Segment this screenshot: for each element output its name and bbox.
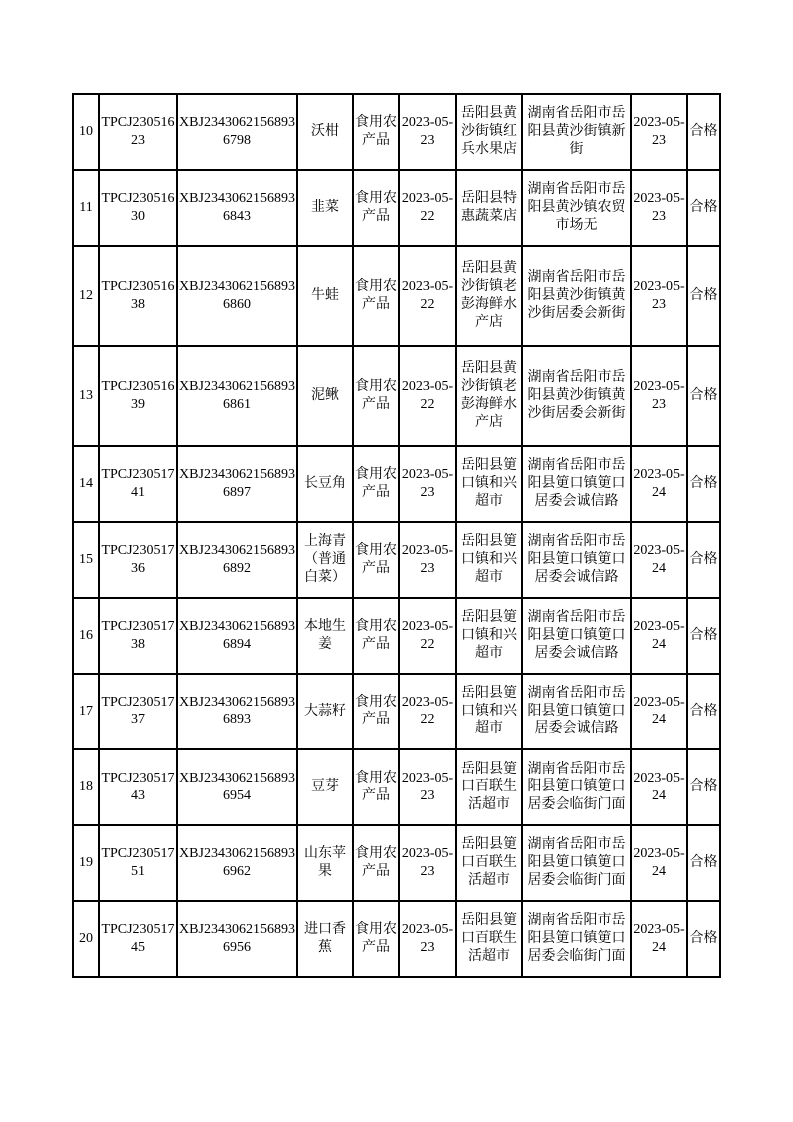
sampled-unit-name: 岳阳县筻口百联生活超市 (456, 749, 522, 825)
report-code: XBJ23430621568936893 (177, 674, 297, 750)
sampled-unit-name: 岳阳县黄沙街镇老彭海鲜水产店 (456, 346, 522, 446)
table-row (73, 901, 720, 977)
sampled-unit-address: 湖南省岳阳市岳阳县筻口镇筻口居委会临街门面 (522, 749, 631, 825)
product-category: 食用农产品 (353, 749, 399, 825)
product-name: 进口香蕉 (297, 901, 353, 977)
report-date: 2023-05-24 (631, 749, 687, 825)
inspection-result: 合格 (687, 522, 720, 598)
product-category: 食用农产品 (353, 346, 399, 446)
product-category: 食用农产品 (353, 170, 399, 246)
table-row (73, 346, 720, 446)
table-body (73, 94, 720, 977)
report-code: XBJ23430621568936962 (177, 825, 297, 901)
sampled-unit-address: 湖南省岳阳市岳阳县黄沙街镇黄沙街居委会新街 (522, 346, 631, 446)
inspection-result: 合格 (687, 901, 720, 977)
inspection-result: 合格 (687, 446, 720, 522)
row-number: 12 (73, 246, 99, 346)
product-name: 大蒜籽 (297, 674, 353, 750)
sampled-unit-name: 岳阳县筻口镇和兴超市 (456, 674, 522, 750)
sampling-date: 2023-05-23 (399, 825, 456, 901)
report-code: XBJ23430621568936897 (177, 446, 297, 522)
sampling-code: TPCJ23051623 (99, 94, 177, 170)
sampled-unit-address: 湖南省岳阳市岳阳县筻口镇筻口居委会诚信路 (522, 598, 631, 674)
report-date: 2023-05-23 (631, 170, 687, 246)
table-row (73, 446, 720, 522)
row-number: 11 (73, 170, 99, 246)
sampled-unit-address: 湖南省岳阳市岳阳县黄沙镇农贸市场无 (522, 170, 631, 246)
sampled-unit-name: 岳阳县特惠蔬菜店 (456, 170, 522, 246)
report-code: XBJ23430621568936860 (177, 246, 297, 346)
inspection-result: 合格 (687, 825, 720, 901)
table-row (73, 749, 720, 825)
sampled-unit-name: 岳阳县筻口百联生活超市 (456, 901, 522, 977)
sampled-unit-name: 岳阳县筻口镇和兴超市 (456, 522, 522, 598)
sampling-code: TPCJ23051743 (99, 749, 177, 825)
sampling-date: 2023-05-23 (399, 446, 456, 522)
inspection-result: 合格 (687, 598, 720, 674)
report-date: 2023-05-23 (631, 94, 687, 170)
report-date: 2023-05-24 (631, 674, 687, 750)
row-number: 15 (73, 522, 99, 598)
inspection-result: 合格 (687, 674, 720, 750)
table-row (73, 825, 720, 901)
inspection-result: 合格 (687, 246, 720, 346)
inspection-results-table (72, 93, 721, 978)
product-category: 食用农产品 (353, 598, 399, 674)
inspection-result: 合格 (687, 749, 720, 825)
sampled-unit-address: 湖南省岳阳市岳阳县筻口镇筻口居委会诚信路 (522, 522, 631, 598)
product-name: 韭菜 (297, 170, 353, 246)
product-category: 食用农产品 (353, 94, 399, 170)
product-name: 豆芽 (297, 749, 353, 825)
row-number: 20 (73, 901, 99, 977)
report-code: XBJ23430621568936843 (177, 170, 297, 246)
report-date: 2023-05-24 (631, 825, 687, 901)
product-name: 长豆角 (297, 446, 353, 522)
product-category: 食用农产品 (353, 446, 399, 522)
product-name: 沃柑 (297, 94, 353, 170)
report-code: XBJ23430621568936954 (177, 749, 297, 825)
report-code: XBJ23430621568936798 (177, 94, 297, 170)
row-number: 17 (73, 674, 99, 750)
row-number: 10 (73, 94, 99, 170)
product-category: 食用农产品 (353, 825, 399, 901)
table-row (73, 674, 720, 750)
row-number: 16 (73, 598, 99, 674)
table-row (73, 170, 720, 246)
inspection-result: 合格 (687, 170, 720, 246)
sampling-code: TPCJ23051751 (99, 825, 177, 901)
table-row (73, 246, 720, 346)
table-row (73, 522, 720, 598)
sampling-date: 2023-05-23 (399, 522, 456, 598)
row-number: 13 (73, 346, 99, 446)
sampling-code: TPCJ23051737 (99, 674, 177, 750)
sampling-date: 2023-05-23 (399, 901, 456, 977)
sampling-date: 2023-05-22 (399, 346, 456, 446)
sampling-date: 2023-05-22 (399, 246, 456, 346)
product-category: 食用农产品 (353, 674, 399, 750)
sampling-code: TPCJ23051638 (99, 246, 177, 346)
sampling-date: 2023-05-22 (399, 674, 456, 750)
sampled-unit-name: 岳阳县黄沙街镇老彭海鲜水产店 (456, 246, 522, 346)
product-name: 牛蛙 (297, 246, 353, 346)
sampled-unit-name: 岳阳县筻口百联生活超市 (456, 825, 522, 901)
report-code: XBJ23430621568936956 (177, 901, 297, 977)
report-code: XBJ23430621568936894 (177, 598, 297, 674)
report-date: 2023-05-24 (631, 598, 687, 674)
sampling-date: 2023-05-22 (399, 598, 456, 674)
sampled-unit-address: 湖南省岳阳市岳阳县筻口镇筻口居委会诚信路 (522, 674, 631, 750)
report-date: 2023-05-24 (631, 901, 687, 977)
sampling-code: TPCJ23051741 (99, 446, 177, 522)
sampling-code: TPCJ23051745 (99, 901, 177, 977)
product-name: 上海青（普通白菜） (297, 522, 353, 598)
sampled-unit-address: 湖南省岳阳市岳阳县筻口镇筻口居委会临街门面 (522, 901, 631, 977)
sampled-unit-name: 岳阳县筻口镇和兴超市 (456, 598, 522, 674)
sampling-date: 2023-05-23 (399, 749, 456, 825)
sampled-unit-address: 湖南省岳阳市岳阳县筻口镇筻口居委会临街门面 (522, 825, 631, 901)
sampled-unit-address: 湖南省岳阳市岳阳县筻口镇筻口居委会诚信路 (522, 446, 631, 522)
report-date: 2023-05-24 (631, 446, 687, 522)
report-date: 2023-05-23 (631, 346, 687, 446)
report-date: 2023-05-24 (631, 522, 687, 598)
table-row (73, 94, 720, 170)
table-row (73, 598, 720, 674)
product-name: 本地生姜 (297, 598, 353, 674)
product-name: 山东苹果 (297, 825, 353, 901)
report-code: XBJ23430621568936892 (177, 522, 297, 598)
sampled-unit-name: 岳阳县黄沙街镇红兵水果店 (456, 94, 522, 170)
row-number: 18 (73, 749, 99, 825)
inspection-result: 合格 (687, 94, 720, 170)
product-category: 食用农产品 (353, 522, 399, 598)
report-date: 2023-05-23 (631, 246, 687, 346)
sampling-date: 2023-05-23 (399, 94, 456, 170)
sampling-code: TPCJ23051736 (99, 522, 177, 598)
row-number: 14 (73, 446, 99, 522)
sampled-unit-address: 湖南省岳阳市岳阳县黄沙街镇新街 (522, 94, 631, 170)
sampling-date: 2023-05-22 (399, 170, 456, 246)
sampled-unit-name: 岳阳县筻口镇和兴超市 (456, 446, 522, 522)
product-category: 食用农产品 (353, 246, 399, 346)
product-name: 泥鳅 (297, 346, 353, 446)
sampled-unit-address: 湖南省岳阳市岳阳县黄沙街镇黄沙街居委会新街 (522, 246, 631, 346)
sampling-code: TPCJ23051639 (99, 346, 177, 446)
row-number: 19 (73, 825, 99, 901)
inspection-result: 合格 (687, 346, 720, 446)
report-code: XBJ23430621568936861 (177, 346, 297, 446)
product-category: 食用农产品 (353, 901, 399, 977)
sampling-code: TPCJ23051630 (99, 170, 177, 246)
sampling-code: TPCJ23051738 (99, 598, 177, 674)
